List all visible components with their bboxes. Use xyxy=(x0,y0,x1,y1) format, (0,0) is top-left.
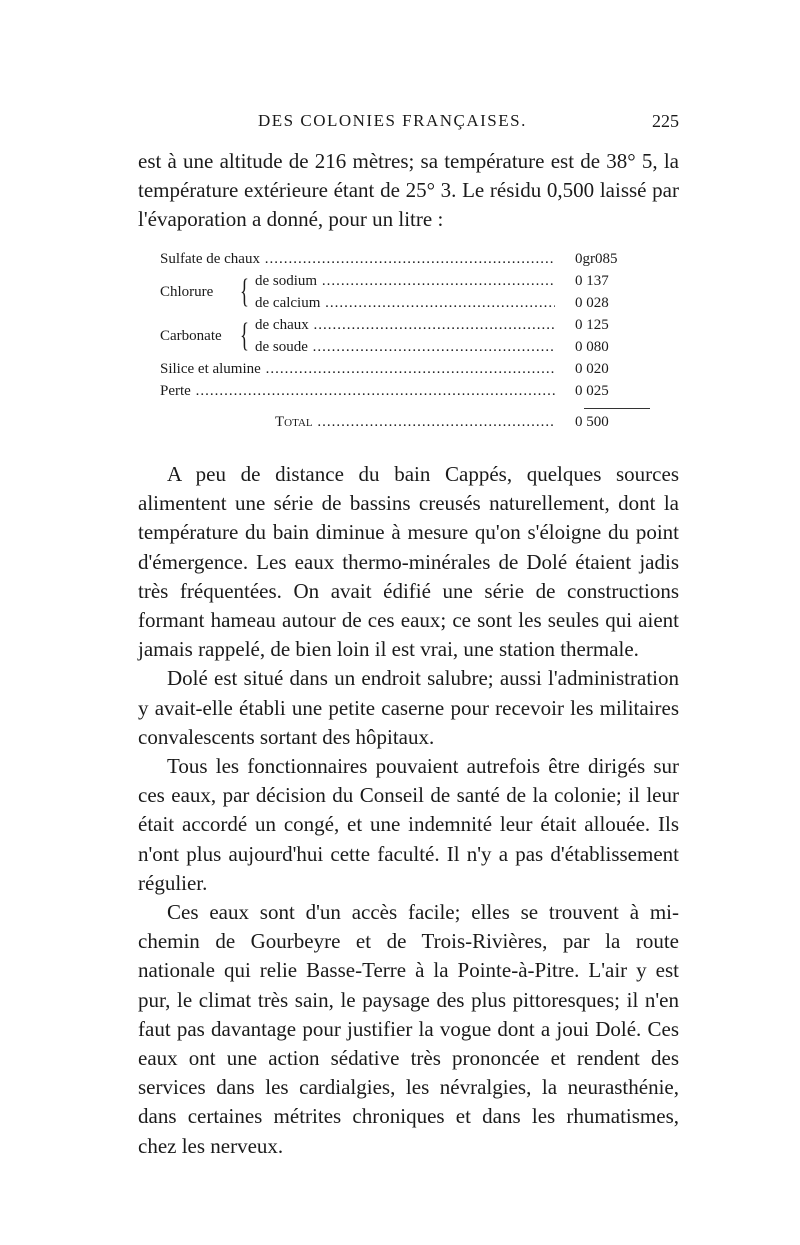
group-label-chlorure: Chlorure xyxy=(160,284,214,300)
row-label: Sulfate de chaux ..... xyxy=(160,248,555,270)
row-value: 0 020 xyxy=(575,361,609,377)
mineral-analysis-table xyxy=(160,248,650,430)
paragraph: Dolé est situé dans un endroit salubre; aussi l'administration y avait-elle établi une petite caserne pour recevoir les militaires convalescents sortant des hôpitaux. xyxy=(138,666,679,749)
body-text xyxy=(138,460,679,1161)
row-label: Perte ..... xyxy=(160,380,555,402)
total-label: Total ..... xyxy=(275,411,555,433)
row-value: 0gr085 xyxy=(575,251,618,267)
table-row xyxy=(160,358,650,380)
total-rule xyxy=(584,408,650,409)
carbonate-group xyxy=(160,314,650,358)
running-head xyxy=(138,111,679,135)
table-row xyxy=(160,314,650,336)
total-row xyxy=(160,411,650,433)
paragraph: Tous les fonctionnaires pouvaient autrefois être dirigés sur ces eaux, par décision du Conseil de santé de la colonie; il leur était accordé un congé, et une indemnité leur était allouée. Ils n'ont plus aujourd'hui cette faculté. Il n'y a pas d'établissement régulier. xyxy=(138,754,679,895)
row-value: 0 025 xyxy=(575,383,609,399)
table-row xyxy=(160,380,650,402)
total-value: 0 500 xyxy=(575,414,609,430)
paragraph: A peu de distance du bain Cappés, quelques sources alimentent une série de bassins creusés naturellement, dont la température du bain diminue à mesure qu'on s'éloigne du point d'émergence. Les eaux thermo-minérales de Dolé étaient jadis très fréquentées. On avait édifié une série de constructions formant hameau autour de ces eaux; ce sont les seules qui aient jamais rappelé, de bien loin il est vrai, une station thermale. xyxy=(138,462,679,662)
row-label: de soude ..... xyxy=(255,336,555,358)
row-value: 0 125 xyxy=(575,317,609,333)
brace-glyph: { xyxy=(240,273,249,310)
row-value: 0 137 xyxy=(575,273,609,289)
row-value: 0 028 xyxy=(575,295,609,311)
running-title: DES COLONIES FRANÇAISES. xyxy=(258,111,527,130)
row-label: de sodium ..... xyxy=(255,270,555,292)
table-row xyxy=(160,248,650,270)
chlorure-group xyxy=(160,270,650,314)
intro-paragraph xyxy=(138,147,679,234)
paragraph: Ces eaux sont d'un accès facile; elles se trouvent à mi-chemin de Gourbeyre et de Trois-Rivières, par la route nationale qui relie Basse-Terre à la Pointe-à-Pitre. L'air y est pur, le climat très sain, le paysage des plus pittoresques; il n'en faut pas davantage pour justifier la vogue dont a joui Dolé. Ces eaux ont une action sédative très prononcée et rendent des services dans les cardialgies, les névralgies, la neurasthénie, dans certaines métrites chroniques et dans les rhumatismes, chez les nerveux. xyxy=(138,900,679,1158)
group-label-carbonate: Carbonate xyxy=(160,328,222,344)
intro-text: est à une altitude de 216 mètres; sa température est de 38° 5, la température extérieure étant de 25° 3. Le résidu 0,500 laissé par l'évaporation a donné, pour un litre : xyxy=(138,149,679,231)
table-row xyxy=(160,336,650,358)
brace-glyph: { xyxy=(240,317,249,354)
table-row xyxy=(160,270,650,292)
page-number: 225 xyxy=(652,111,679,131)
row-value: 0 080 xyxy=(575,339,609,355)
row-label: Silice et alumine ..... xyxy=(160,358,555,380)
row-label: de chaux ..... xyxy=(255,314,555,336)
row-label: de calcium ..... xyxy=(255,292,555,314)
table-row xyxy=(160,292,650,314)
